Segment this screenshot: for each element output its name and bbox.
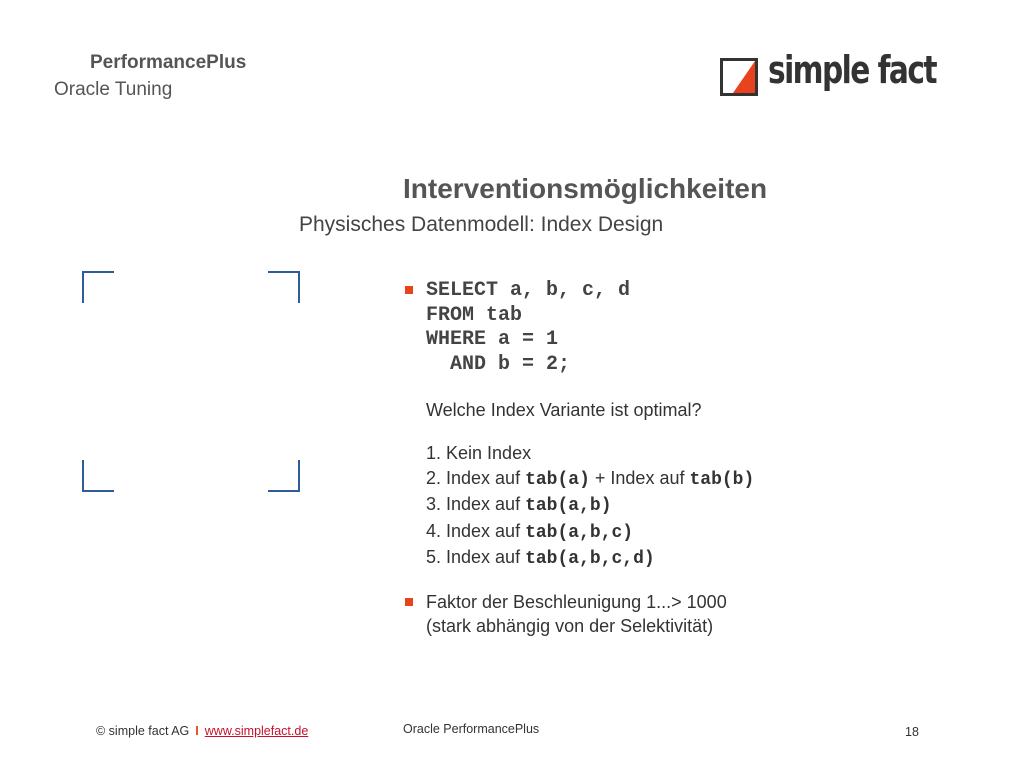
page-number: 18	[905, 725, 919, 739]
sql-line: FROM tab	[426, 303, 523, 327]
logo-text: simple fact	[768, 48, 936, 92]
simple-fact-logo	[718, 48, 936, 108]
index-options-list	[426, 441, 754, 572]
option-item: 4. Index auf tab(a,b,c)	[426, 520, 634, 543]
sql-line: SELECT a, b, c, d	[426, 279, 631, 302]
sql-line: AND b = 2;	[426, 352, 571, 376]
footer-copyright: © simple fact AG I www.simplefact.de	[96, 724, 309, 738]
bullet-square-icon	[405, 286, 413, 294]
header-title: PerformancePlus	[90, 52, 247, 73]
image-frame-corner-bottom-left	[82, 460, 114, 492]
bullet-square-icon	[405, 598, 413, 606]
sql-line: WHERE a = 1	[426, 328, 559, 351]
option-item: 3. Index auf tab(a,b)	[426, 494, 612, 516]
logo-mark-icon	[720, 58, 758, 96]
sql-statement	[426, 279, 630, 377]
slide-subtitle: Physisches Datenmodell: Index Design	[299, 213, 664, 236]
image-frame-corner-top-left	[82, 271, 114, 303]
footer-separator: I	[195, 724, 199, 738]
option-item: 5. Index auf tab(a,b,c,d)	[426, 547, 655, 569]
footer-website-link[interactable]: www.simplefact.de	[204, 724, 309, 738]
option-item: 2. Index auf tab(a) + Index auf tab(b)	[426, 467, 755, 490]
option-item: 1. Kein Index	[426, 443, 532, 463]
footer-title: Oracle PerformancePlus	[403, 722, 540, 736]
header-subtitle: Oracle Tuning	[54, 79, 173, 100]
image-frame-corner-bottom-right	[268, 460, 300, 492]
image-frame-corner-top-right	[268, 271, 300, 303]
slide-title: Interventionsmöglichkeiten	[403, 173, 768, 204]
faktor-text: Faktor der Beschleunigung 1...> 1000 (stark abhängig von der Selektivität)	[426, 592, 727, 636]
question-text: Welche Index Variante ist optimal?	[426, 400, 702, 420]
